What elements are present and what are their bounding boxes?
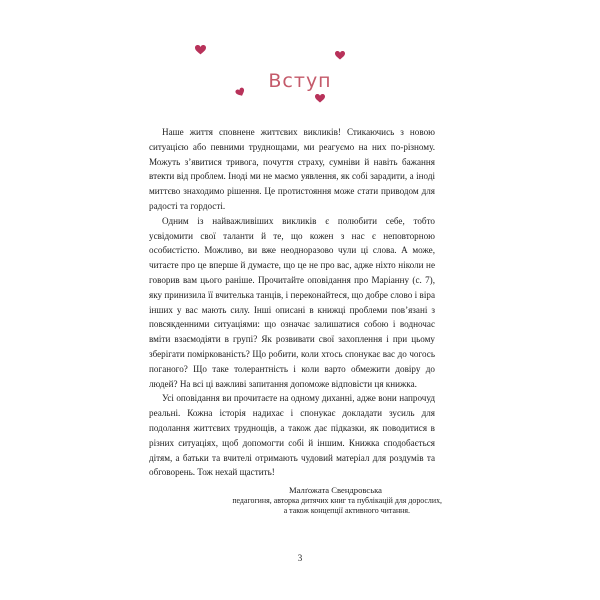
author-name: Малґожата Свендровська — [289, 485, 382, 495]
page-number: 3 — [297, 553, 303, 563]
paragraph: Усі оповідання ви прочитаєте на одному диханні, адже вони напрочуд реальні. Кожна історія надихає і спонукає докладати зусиль для подолання життєвих труднощів, а також дає підказки, як поводитися в різних ситуаціях, щоб допомогти собі й іншим. Книжка сподобається дітям, а батьки та вчителі отримають чудовий матеріал для роздумів та обговорень. Тож нехай щастить! — [149, 393, 435, 478]
intro-text — [149, 125, 435, 480]
heart-icon — [195, 45, 206, 55]
signature-block — [150, 485, 442, 517]
page-title: Вступ — [268, 70, 332, 92]
paragraph: Наше життя сповнене життєвих викликів! Стикаючись з новою ситуацією або певними труднощами, ми реагуємо на них по-різному. Можуть з’явитися тривога, почуття страху, сумніви й навіть бажання втекти від проблем. Іноді ми не маємо уявлення, як собі зарадити, а іноді миттєво знаходимо рішення. Це протистояння може стати приводом для радості та гордості. — [149, 127, 435, 211]
heart-icon — [315, 94, 325, 103]
heart-icon — [335, 51, 345, 60]
author-role-continued: а також концепції активного читання. — [283, 506, 410, 516]
author-role: педагогиня, авторка дитячих книг та публікацій для дорослих, — [232, 495, 442, 505]
paragraph: Одним із найважливіших викликів є полюбити себе, тобто усвідомити свої таланти й те, що кожен з нас є неповторною особистістю. Можливо, ви вже неодноразово чули ці слова. А може, читаєте про це вперше й думаєте, що це не про вас, адже ніхто ніколи не говорив вам цього раніше. Прочитайте оповідання про Маріанну (с. 7), яку принизила її вчителька танців, і переконайтеся, що добре слово і віра інших у вас мають силу. Інші описані в книжці проблеми пов’язані з повсякденними ситуаціями: що означає залишатися собою і водночас вміти взаємодіяти в групі? Як розвивати свої захоплення і при цьому зберігати поміркованість? Що робити, коли хтось спонукає вас до чогось поганого? Що таке толерантність і коли варто обмежити довіру до людей? На всі ці важливі запитання допоможе відповісти ця книжка. — [149, 215, 435, 389]
